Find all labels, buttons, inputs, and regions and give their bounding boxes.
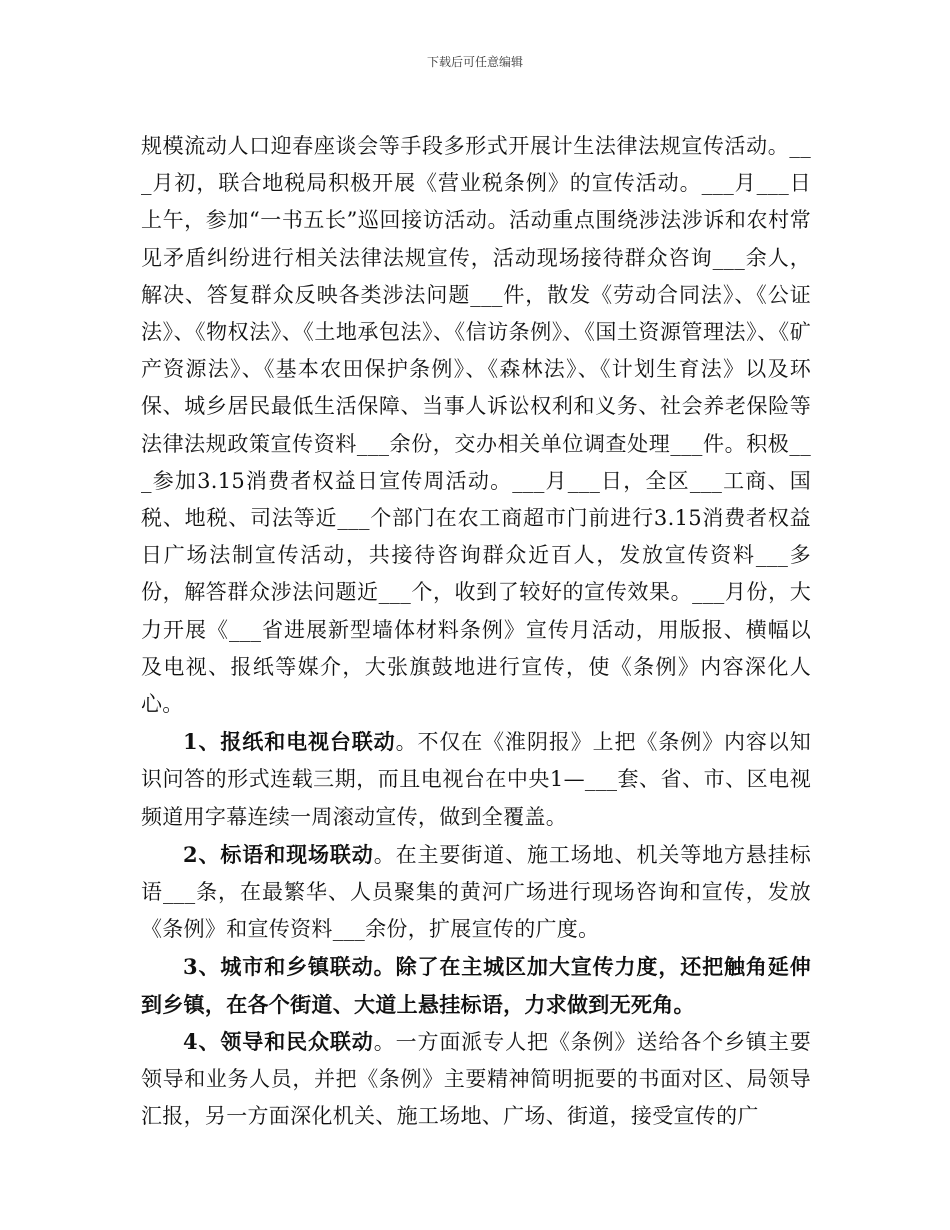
paragraph-item-1 xyxy=(141,723,811,836)
paragraph-item-2 xyxy=(141,836,811,949)
item-4-text: 。一方面派专人把《条例》送给各个乡镇主要领导和业务人员，并把《条例》主要精神简明扼要的书面对区、局领导汇报，另一方面深化机关、施工场地、广场、街道，接受宣传的广 xyxy=(141,1029,812,1129)
item-1-text: 。不仅在《淮阴报》上把《条例》内容以知识问答的形式连载三期，而且电视台在中央1—___套、省、市、区电视频道用字幕连续一周滚动宣传，做到全覆盖。 xyxy=(141,730,811,829)
document-body xyxy=(141,128,811,1135)
paragraph-item-3 xyxy=(141,948,811,1022)
paragraph-intro xyxy=(141,128,811,723)
paragraph-intro-text: 规模流动人口迎春座谈会等手段多形式开展计生法律法规宣传活动。___月初，联合地税局积极开展《营业税条例》的宣传活动。___月___日上午，参加“一书五长”巡回接访活动。活动重点围绕涉法涉诉和农村常见矛盾纠纷进行相关法律法规宣传，活动现场接待群众咨询___余人，解决、答复群众反映各类涉法问题___件，散发《劳动合同法》、《公证法》、《物权法》、《土地承包法》、《信访条例》、《国土资源管理法》、《矿产资源法》、《基本农田保护条例》、《森林法》、《计划生育法》以及环保、城乡居民最低生活保障、当事人诉讼权利和义务、社会养老保险等法律法规政策宣传资料___余份，交办相关单位调查处理___件。积极___参加3.15消费者权益日宣传周活动。___月___日，全区___工商、国税、地税、司法等近___个部门在农工商超市门前进行3.15消费者权益日广场法制宣传活动，共接待咨询群众近百人，发放宣传资料___多份，解答群众涉法问题近___个，收到了较好的宣传效果。___月份，大力开展《___省进展新型墙体材料条例》宣传月活动，用版报、横幅以及电视、报纸等媒介，大张旗鼓地进行宣传，使《条例》内容深化人心。 xyxy=(141,134,811,717)
item-2-text: 。在主要街道、施工场地、机关等地方悬挂标语___条，在最繁华、人员聚集的黄河广场进行现场咨询和宣传，发放《条例》和宣传资料___余份，扩展宣传的广度。 xyxy=(141,842,812,942)
item-3-text: 3、城市和乡镇联动。除了在主城区加大宣传力度，还把触角延伸到乡镇，在各个街道、大道上悬挂标语，力求做到无死角。 xyxy=(141,954,811,1017)
item-2-heading: 2、标语和现场联动 xyxy=(183,841,374,867)
item-4-heading: 4、领导和民众联动 xyxy=(183,1028,374,1054)
paragraph-item-4 xyxy=(141,1023,811,1136)
item-1-heading: 1、报纸和电视台联动 xyxy=(183,729,396,755)
page-header: 下载后可任意编辑 xyxy=(426,55,523,69)
